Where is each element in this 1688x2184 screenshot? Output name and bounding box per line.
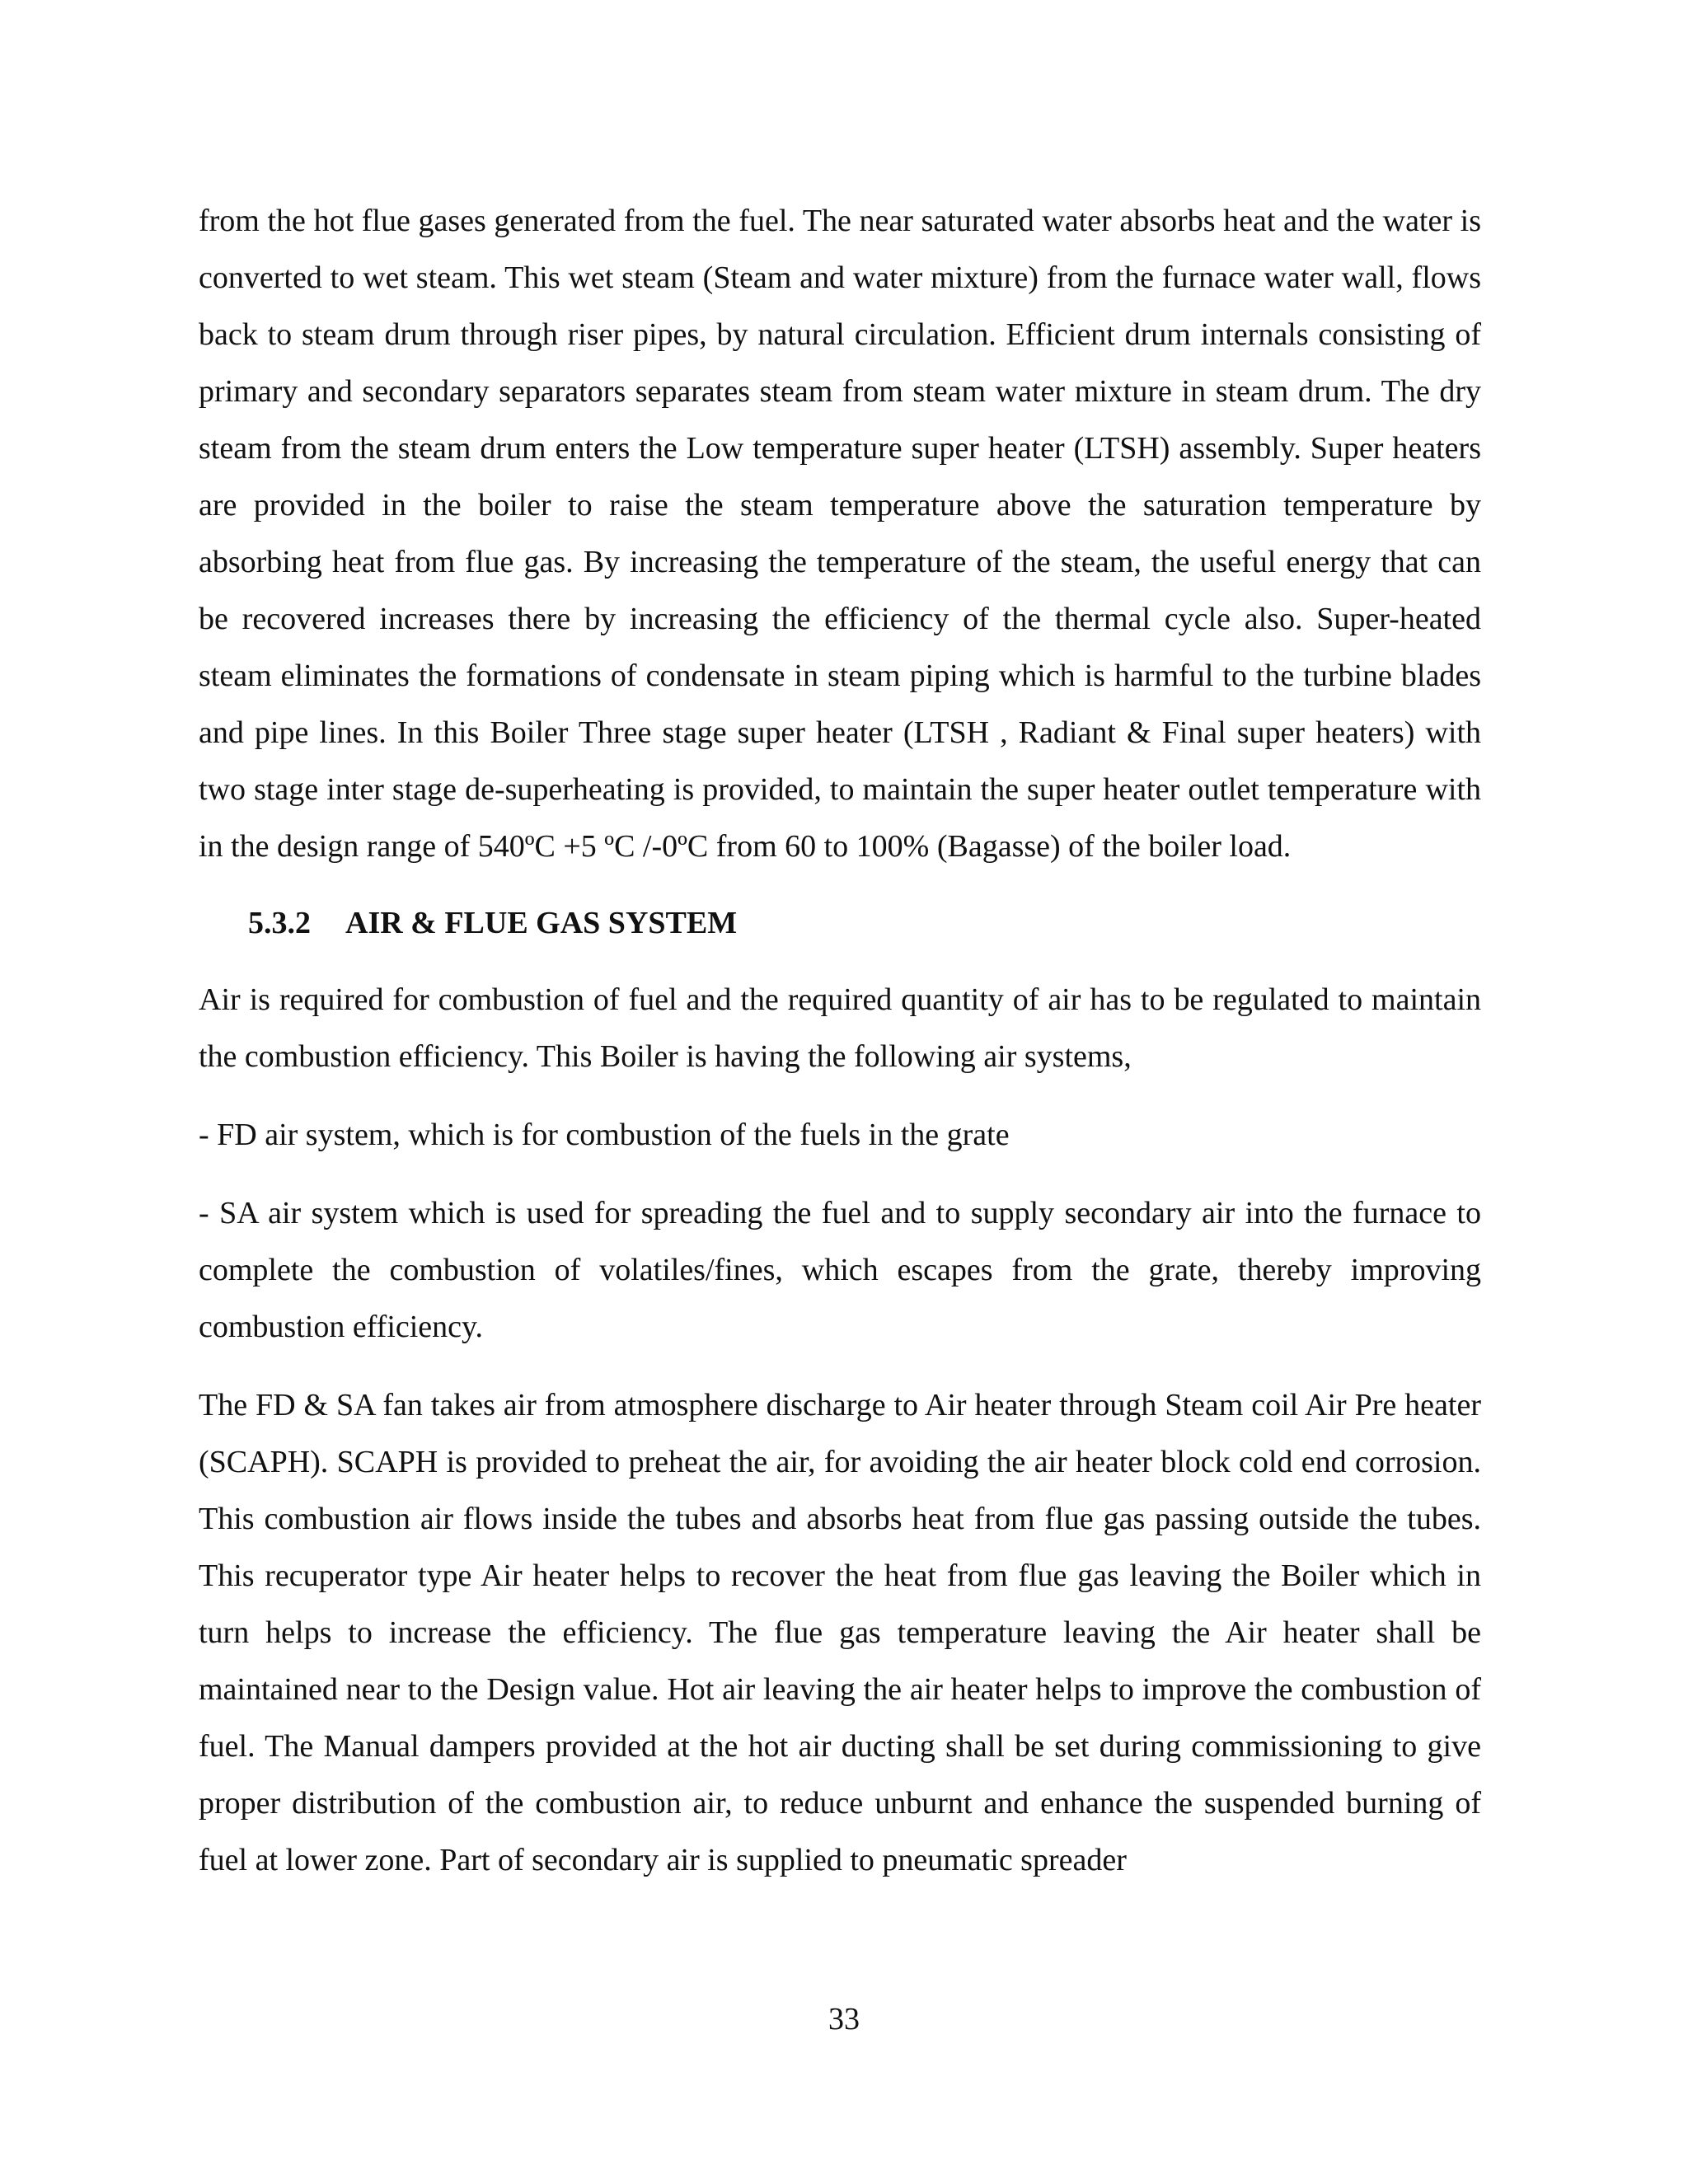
list-item-sa-air: - SA air system which is used for spreading the fuel and to supply secondary air into the furnace to complete the combustion of volatiles/fines, which escapes from the grate, thereby improving combustion efficiency. [199, 1196, 1481, 1344]
list-item-fd-air: - FD air system, which is for combustion of the fuels in the grate [199, 1118, 1010, 1152]
paragraph-steam-circulation: from the hot flue gases generated from the fuel. The near saturated water absorbs heat and the water is converted to wet steam. This wet steam (Steam and water mixture) from the furnace water wall, flows back to steam drum through riser pipes, by natural circulation. Efficient drum internals consisting of primary and secondary separators separates steam from steam water mixture in steam drum. The dry steam from the steam drum enters the Low temperature super heater (LTSH) assembly. Super heaters are provided in the boiler to raise the steam temperature above the saturation temperature by absorbing heat from flue gas. By increasing the temperature of the steam, the useful energy that can be recovered increases there by increasing the efficiency of the thermal cycle also. Super-heated steam eliminates the formations of condensate in steam piping which is harmful to the turbine blades and pipe lines. In this Boiler Three stage super heater (LTSH , Radiant & Final super heaters) with two stage inter stage de-superheating is provided, to maintain the super heater outlet temperature with in the design range of 540ºC +5 ºC /-0ºC from 60 to 100% (Bagasse) of the boiler load. [199, 204, 1481, 864]
page-body [199, 193, 1481, 1889]
paragraph-fd-sa-fan: The FD & SA fan takes air from atmosphere discharge to Air heater through Steam coil Air Pre heater (SCAPH). SCAPH is provided to preheat the air, for avoiding the air heater block cold end corrosion. This combustion air flows inside the tubes and absorbs heat from flue gas passing outside the tubes. This recuperator type Air heater helps to recover the heat from flue gas leaving the Boiler which in turn helps to increase the efficiency. The flue gas temperature leaving the Air heater shall be maintained near to the Design value. Hot air leaving the air heater helps to improve the combustion of fuel. The Manual dampers provided at the hot air ducting shall be set during commissioning to give proper distribution of the combustion air, to reduce unburnt and enhance the suspended burning of fuel at lower zone. Part of secondary air is supplied to pneumatic spreader [199, 1388, 1481, 1877]
section-number: 5.3.2 [248, 906, 311, 940]
section-heading [199, 895, 1481, 952]
paragraph-air-required: Air is required for combustion of fuel and the required quantity of air has to be regulated to maintain the combustion efficiency. This Boiler is having the following air systems, [199, 982, 1481, 1074]
section-title: AIR & FLUE GAS SYSTEM [345, 906, 738, 940]
page-number: 33 [828, 2002, 860, 2036]
